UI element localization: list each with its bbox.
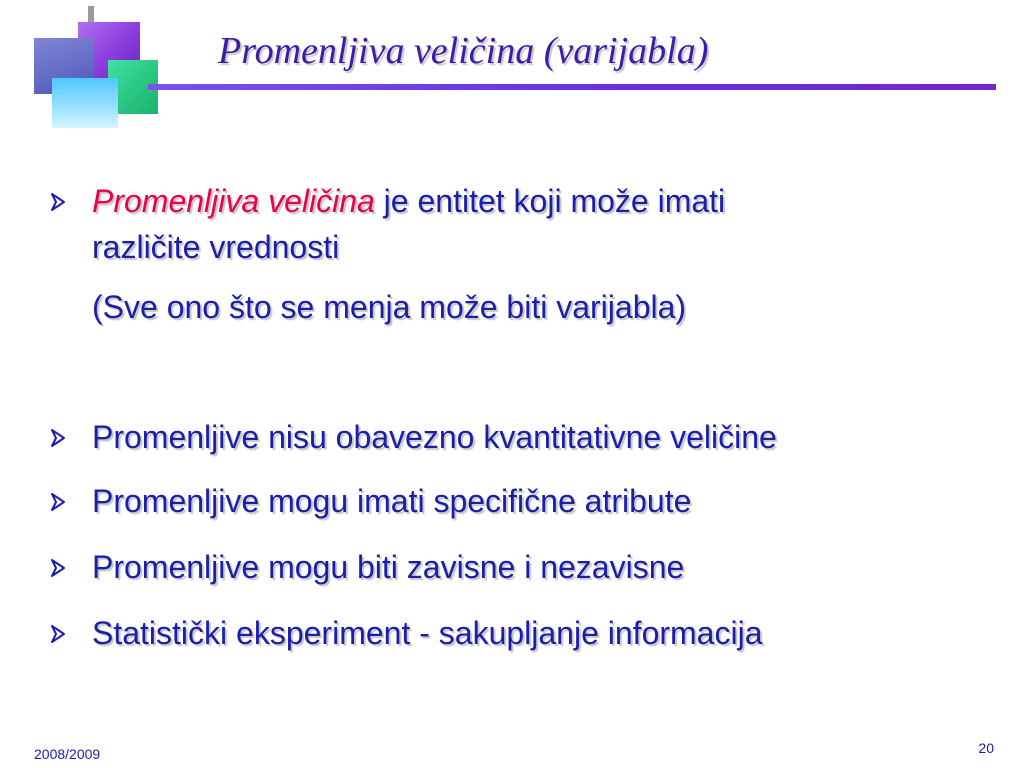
decorative-square-cyan <box>52 78 118 128</box>
footer-year: 2008/2009 <box>34 746 101 762</box>
slide-title: Promenljiva veličina (varijabla) <box>218 30 709 72</box>
arrow-bullet-icon <box>50 624 66 644</box>
arrow-bullet-icon <box>50 428 66 448</box>
bullet-text: Promenljive mogu biti zavisne i nezavisne <box>92 549 685 585</box>
bullet-highlight: Promenljiva veličina <box>92 183 375 219</box>
bullet-continuation: različite vrednosti <box>92 229 340 265</box>
bullet-item <box>50 612 762 654</box>
arrow-bullet-icon <box>50 492 66 512</box>
bullet-item <box>50 480 691 522</box>
arrow-bullet-icon <box>50 558 66 578</box>
bullet-text: Promenljive mogu imati specifične atribute <box>92 483 692 519</box>
arrow-bullet-icon <box>50 192 66 212</box>
bullet-note: (Sve ono što se menja može biti varijabla) <box>92 289 687 325</box>
bullet-item <box>50 180 725 222</box>
bullet-text-rest: je entitet koji može imati <box>374 183 726 219</box>
title-underline <box>148 84 996 90</box>
page-number: 20 <box>978 740 994 756</box>
bullet-text: Statistički eksperiment - sakupljanje informacija <box>92 615 763 651</box>
bullet-item <box>50 416 777 458</box>
bullet-text: Promenljive nisu obavezno kvantitativne veličine <box>92 419 777 455</box>
bullet-text <box>92 180 725 222</box>
bullet-item <box>50 546 684 588</box>
